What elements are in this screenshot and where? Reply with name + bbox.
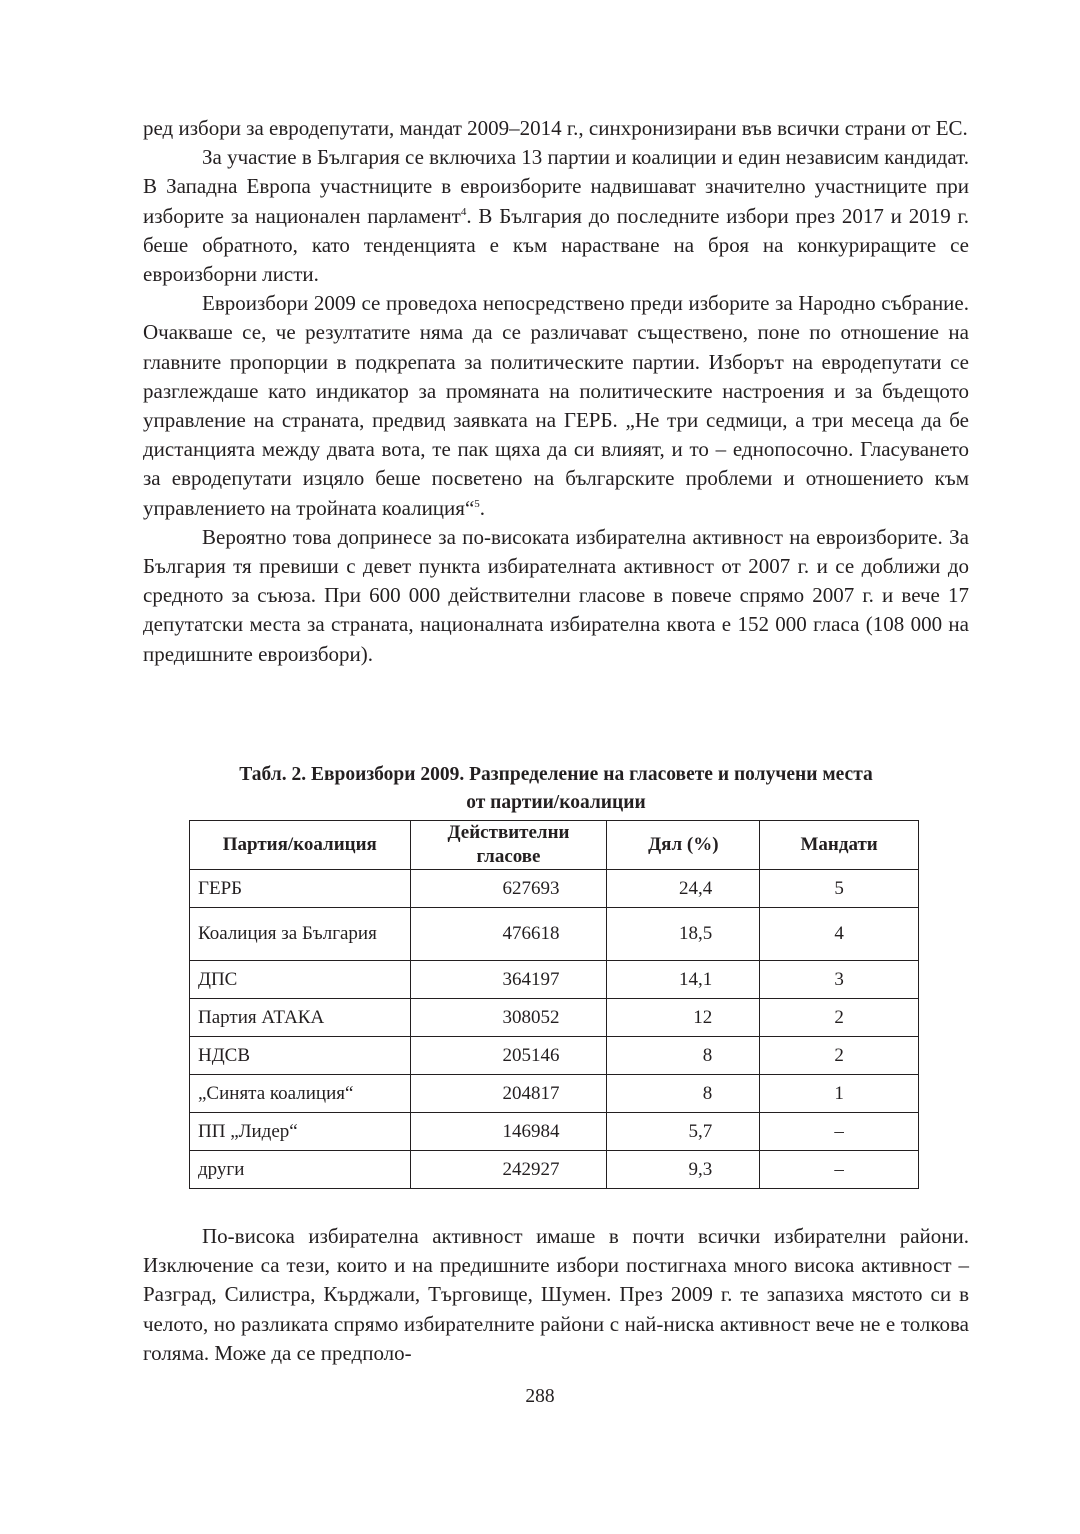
table-row [190,961,919,999]
cell-party: НДСВ [190,1037,411,1075]
table-row [190,1037,919,1075]
results-table [189,820,919,1189]
caption-line: Табл. 2. Евроизбори 2009. Разпределение на гласовете и получени места [239,764,873,785]
cell-seats: 2 [760,1037,919,1075]
cell-share: 12 [607,999,760,1037]
cell-share: 5,7 [607,1113,760,1151]
cell-votes: 205146 [410,1037,607,1075]
body-text-top [143,114,969,669]
paragraph: По-висока избирателна активност имаше в почти всички избирателни райони. Изключение са тези, които и на предишните избори постигнаха много висока активност – Разград, Силистра, Кърджали, Търговище, Шумен. През 2009 г. те запазиха мястото си в челото, но разликата спрямо избирателните райони с най-ниска активност вече не е толкова голяма. Може да се предполо- [143,1224,969,1365]
cell-votes: 364197 [410,961,607,999]
cell-seats: – [760,1151,919,1189]
table-header-row [190,821,919,870]
header-share: Дял (%) [607,821,760,870]
header-votes: Действителни гласове [410,821,607,870]
cell-party: Партия АТАКА [190,999,411,1037]
cell-share: 9,3 [607,1151,760,1189]
paragraph [143,143,969,289]
footnote-ref[interactable]: 4 [460,205,467,218]
cell-party: Коалиция за България [190,908,411,961]
cell-seats: 2 [760,999,919,1037]
footnote-ref[interactable]: 5 [474,497,480,510]
header-seats: Мандати [760,821,919,870]
cell-share: 24,4 [607,870,760,908]
cell-votes: 146984 [410,1113,607,1151]
paragraph-text: ред избори за евродепутати, мандат 2009–2014 г., синхронизирани във всички страни от ЕС. [143,116,968,140]
cell-votes: 476618 [410,908,607,961]
table-row [190,908,919,961]
cell-share: 14,1 [607,961,760,999]
cell-share: 8 [607,1075,760,1113]
header-party: Партия/коалиция [190,821,411,870]
cell-votes: 627693 [410,870,607,908]
cell-votes: 204817 [410,1075,607,1113]
table-caption [143,761,969,817]
paragraph-text: . [479,495,486,520]
table-row [190,1075,919,1113]
cell-party: „Синята коалиция“ [190,1075,411,1113]
paragraph [143,523,969,669]
cell-seats: 5 [760,870,919,908]
table-row [190,1113,919,1151]
paragraph-text: Евроизбори 2009 се проведоха непосредствено преди изборите за Народно събрание. Очакваше се, че резултатите няма да се различават съществено, поне по отношение на главните пропорции в подкрепата за политическите партии. Изборът на евродепутати се разглеждаше като индикатор за промяната на политическите настроения и за бъдещото управление на страната, предвид заявката на ГЕРБ. „Не три седмици, а три месеца да бе дистанцията между двата вота, те пак щяха да си влияят, и то – еднопосочно. Гласуването за евродепутати изцяло беше посветено на българските проблеми и отношението към управлението на тройната коалиция“ [143,291,969,520]
caption-line: от партии/коалиции [466,792,646,813]
cell-seats: 4 [760,908,919,961]
cell-share: 8 [607,1037,760,1075]
table-row [190,1151,919,1189]
cell-share: 18,5 [607,908,760,961]
paragraph [143,114,969,143]
body-text-bottom [143,1222,969,1368]
paragraph [143,289,969,523]
table-row [190,999,919,1037]
cell-party: ПП „Лидер“ [190,1113,411,1151]
cell-party: други [190,1151,411,1189]
table-row [190,870,919,908]
cell-votes: 242927 [410,1151,607,1189]
cell-party: ГЕРБ [190,870,411,908]
cell-seats: – [760,1113,919,1151]
cell-votes: 308052 [410,999,607,1037]
cell-party: ДПС [190,961,411,999]
cell-seats: 3 [760,961,919,999]
paragraph-text: Вероятно това допринесе за по-високата избирателна активност на евроизборите. За България тя превиши с девет пункта избирателната активност от 2007 г. и се доближи до средното за съюза. При 600 000 действителни гласове в повече спрямо 2007 г. и вече 17 депутатски места за страната, националната избирателна квота е 152 000 гласа (108 000 на предишните евроизбори). [143,524,969,666]
paragraph-text: За участие в България се включиха 13 партии и коалиции и един независим кандидат. В Западна Европа участниците в евроизборите надвишават значително участниците при изборите за национален парламент [143,145,969,228]
page-number: 288 [525,1386,555,1407]
paragraph-text: . В България до последните избори през 2017 и 2019 г. беше обратното, като тенденцията е към нарастване на броя на конкуриращите се евроизборни листи. [143,203,969,287]
cell-seats: 1 [760,1075,919,1113]
